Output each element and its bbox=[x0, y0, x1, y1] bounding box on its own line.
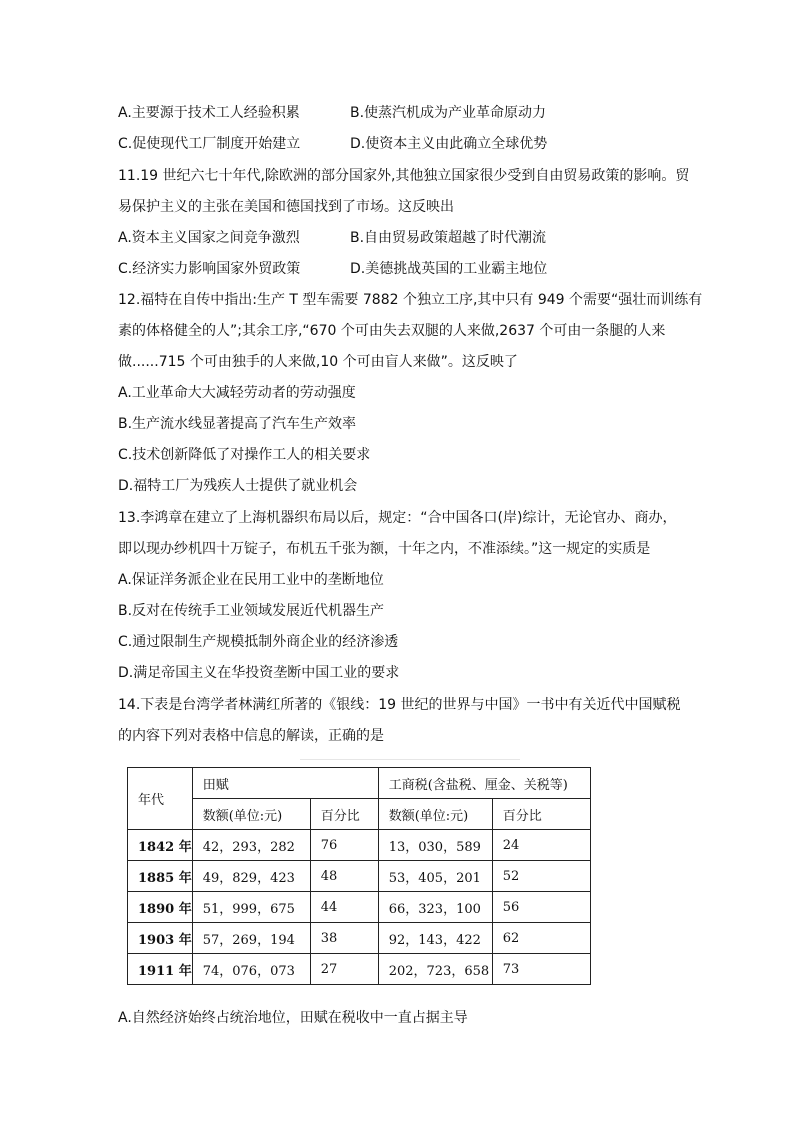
header-commerce-tax: 工商税(含盐税、厘金、关税等) bbox=[378, 768, 590, 799]
cell-field-percent: 38 bbox=[310, 923, 378, 954]
cell-field-amount: 49，829，423 bbox=[192, 861, 310, 892]
table-row bbox=[128, 830, 591, 861]
q13-stem-line2: 即以现办纱机四十万锭子，布机五千张为额，十年之内，不准添续。”这一规定的实质是 bbox=[118, 541, 651, 557]
cell-commerce-amount: 92，143，422 bbox=[378, 923, 492, 954]
cell-field-percent: 76 bbox=[310, 830, 378, 861]
q12-stem-line3: 做......715 个可由独手的人来做,10 个可由盲人来做”。这反映了 bbox=[118, 354, 518, 370]
tax-table bbox=[127, 767, 591, 985]
cell-commerce-percent: 24 bbox=[492, 830, 590, 861]
subheader-commerce-percent: 百分比 bbox=[492, 799, 590, 830]
q13-option-c: C.通过限制生产规模抵制外商企业的经济渗透 bbox=[118, 634, 399, 650]
q11-option-d: D.美德挑战英国的工业霸主地位 bbox=[350, 261, 548, 277]
q14-option-a: A.自然经济始终占统治地位，田赋在税收中一直占据主导 bbox=[118, 1010, 468, 1026]
q14-stem-line2: 的内容下列对表格中信息的解读，正确的是 bbox=[118, 728, 384, 744]
q12-stem-line2: 素的体格健全的人”;其余工序,“670 个可由失去双腿的人来做,2637 个可由一条腿的人来 bbox=[118, 323, 666, 339]
q10-option-b: B.使蒸汽机成为产业革命原动力 bbox=[350, 105, 547, 121]
cell-year: 1911 年 bbox=[128, 954, 193, 985]
q12-option-b: B.生产流水线显著提高了汽车生产效率 bbox=[118, 416, 357, 432]
cell-year: 1885 年 bbox=[128, 861, 193, 892]
cell-commerce-percent: 62 bbox=[492, 923, 590, 954]
cell-commerce-amount: 202，723，658 bbox=[378, 954, 492, 985]
q13-option-d: D.满足帝国主义在华投资垄断中国工业的要求 bbox=[118, 665, 400, 681]
q10-option-d: D.使资本主义由此确立全球优势 bbox=[350, 136, 548, 152]
q12-stem-line1: 12.福特在自传中指出:生产 T 型车需要 7882 个独立工序,其中只有 949 个需要“强壮而训练有 bbox=[118, 292, 703, 308]
q13-option-a: A.保证洋务派企业在民用工业中的垄断地位 bbox=[118, 572, 384, 588]
table-row bbox=[128, 954, 591, 985]
q10-option-c: C.促使现代工厂制度开始建立 bbox=[118, 136, 301, 152]
cell-commerce-percent: 52 bbox=[492, 861, 590, 892]
header-field-tax: 田赋 bbox=[192, 768, 378, 799]
cell-field-amount: 74，076，073 bbox=[192, 954, 310, 985]
cell-commerce-percent: 73 bbox=[492, 954, 590, 985]
cell-commerce-amount: 53，405，201 bbox=[378, 861, 492, 892]
q13-stem-line1: 13.李鸿章在建立了上海机器织布局以后，规定：“合中国各口(岸)综计，无论官办、商办， bbox=[118, 510, 677, 526]
header-year: 年代 bbox=[128, 768, 193, 830]
cell-field-amount: 42，293，282 bbox=[192, 830, 310, 861]
q11-option-b: B.自由贸易政策超越了时代潮流 bbox=[350, 230, 547, 246]
q12-option-d: D.福特工厂为残疾人士提供了就业机会 bbox=[118, 478, 358, 494]
q11-stem-line1: 11.19 世纪六七十年代,除欧洲的部分国家外,其他独立国家很少受到自由贸易政策的影响。贸 bbox=[118, 168, 690, 184]
q12-option-a: A.工业革命大大减轻劳动者的劳动强度 bbox=[118, 385, 356, 401]
subheader-field-amount: 数额(单位:元) bbox=[192, 799, 310, 830]
cell-year: 1903 年 bbox=[128, 923, 193, 954]
cell-commerce-percent: 56 bbox=[492, 892, 590, 923]
table-subheader-row bbox=[128, 799, 591, 830]
q11-stem-line2: 易保护主义的主张在美国和德国找到了市场。这反映出 bbox=[118, 199, 454, 215]
cell-field-amount: 57，269，194 bbox=[192, 923, 310, 954]
cell-commerce-amount: 66，323，100 bbox=[378, 892, 492, 923]
subheader-commerce-amount: 数额(单位:元) bbox=[378, 799, 492, 830]
q12-option-c: C.技术创新降低了对操作工人的相关要求 bbox=[118, 447, 371, 463]
cell-year: 1842 年 bbox=[128, 830, 193, 861]
cell-field-percent: 44 bbox=[310, 892, 378, 923]
q11-option-a: A.资本主义国家之间竞争激烈 bbox=[118, 230, 300, 246]
q11-option-c: C.经济实力影响国家外贸政策 bbox=[118, 261, 301, 277]
cell-field-amount: 51，999，675 bbox=[192, 892, 310, 923]
cell-commerce-amount: 13，030，589 bbox=[378, 830, 492, 861]
q10-option-a: A.主要源于技术工人经验积累 bbox=[118, 105, 300, 121]
q14-stem-line1: 14.下表是台湾学者林满红所著的《银线：19 世纪的世界与中国》一书中有关近代中国赋税 bbox=[118, 697, 681, 713]
cell-year: 1890 年 bbox=[128, 892, 193, 923]
cell-field-percent: 27 bbox=[310, 954, 378, 985]
scan-artifact-line bbox=[300, 759, 520, 760]
table-header-row bbox=[128, 768, 591, 799]
table-row bbox=[128, 892, 591, 923]
table-row bbox=[128, 923, 591, 954]
q13-option-b: B.反对在传统手工业领域发展近代机器生产 bbox=[118, 603, 385, 619]
subheader-field-percent: 百分比 bbox=[310, 799, 378, 830]
cell-field-percent: 48 bbox=[310, 861, 378, 892]
table-row bbox=[128, 861, 591, 892]
